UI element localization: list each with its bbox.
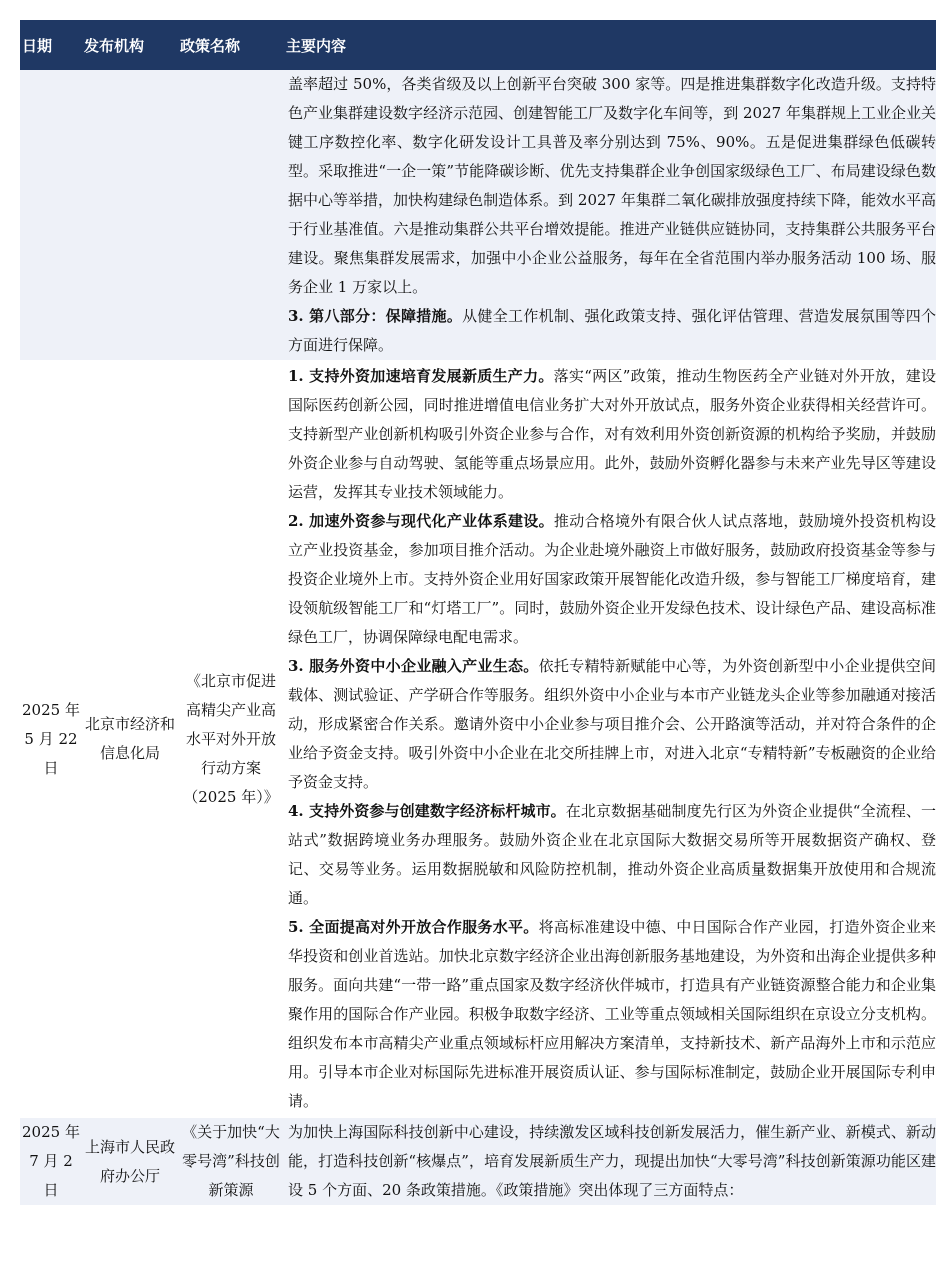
policy-table-page — [20, 20, 936, 1205]
item-body: 在北京数据基础制度先行区为外资企业提供“全流程、一站式”数据跨境业务办理服务。鼓励外资企业在北京国际大数据交易所等开展数据资产确权、登记、交易等业务。运用数据脱敏和风险防控机制，推动外资企业高质量数据集开放使用和合规流通。 — [288, 802, 937, 907]
list-item — [288, 362, 936, 507]
policy-table — [20, 20, 936, 1205]
row1-paragraph: 盖率超过 50%，各类省级及以上创新平台突破 300 家等。四是推进集群数字化改造升级。支持特色产业集群建设数字经济示范园、创建智能工厂及数字化车间等，到 2027 年集群规上工业企业关键工序数控化率、数字化研发设计工具普及率分别达到 75%、90%。五是促进集群绿色低碳转型。采取推进“一企一策”节能降碳诊断、优先支持集群企业争创国家级绿色工厂、布局建设绿色数据中心等举措，加快构建绿色制造体系。到 2027 年集群二氧化碳排放强度持续下降，能效水平高于行业基准值。六是推动集群公共平台增效提能。推进产业链供应链协同，支持集群公共服务平台建设。聚焦集群发展需求，加强中小企业公益服务，每年在全省范围内举办服务活动 100 场、服务企业 1 万家以上。 — [288, 75, 936, 296]
row1-policy — [178, 70, 284, 360]
row1-paragraph-2 — [288, 302, 936, 360]
header-content: 主要内容 — [284, 20, 936, 70]
header-date: 日期 — [20, 20, 82, 70]
table-row — [20, 362, 936, 1116]
header-policy: 政策名称 — [178, 20, 284, 70]
item-body: 推动合格境外有限合伙人试点落地，鼓励境外投资机构设立产业投资基金，参加项目推介活动。为企业赴境外融资上市做好服务，鼓励政府投资基金等参与投资企业境外上市。支持外资企业用好国家政策开展智能化改造升级，参与智能工厂梯度培育，建设领航级智能工厂和“灯塔工厂”。同时，鼓励外资企业开发绿色技术、设计绿色产品、建设高标准绿色工厂，协调保障绿电配电需求。 — [288, 512, 936, 646]
row2-policy: 《北京市促进高精尖产业高水平对外开放行动方案（2025 年）》 — [183, 671, 279, 806]
item-heading: 3. 服务外资中小企业融入产业生态。 — [288, 657, 539, 675]
item-body: 落实“两区”政策，推动生物医药全产业链对外开放，建设国际医药创新公园，同时推进增值电信业务扩大对外开放试点，服务外资企业获得相关经营许可。支持新型产业创新机构吸引外资企业参与合作，对有效利用外资创新资源的机构给予奖励，并鼓励外资企业参与自动驾驶、氢能等重点场景应用。此外，鼓励外资孵化器参与未来产业先导区等建设运营，发挥其专业技术领域能力。 — [288, 367, 936, 501]
row2-content — [284, 362, 936, 1116]
list-item — [288, 913, 936, 1116]
table-row — [20, 70, 936, 360]
row3-paragraph: 为加快上海国际科技创新中心建设，持续激发区域科技创新发展活力，催生新产业、新模式、新动能，打造科技创新“核爆点”，培育发展新质生产力，现提出加快“大零号湾”科技创新策源功能区建设 5 个方面、20 条政策措施。《政策措施》突出体现了三方面特点： — [288, 1123, 936, 1199]
row3-policy: 《关于加快“大零号湾”科技创新策源 — [178, 1118, 284, 1205]
list-item — [288, 652, 936, 797]
row2-org: 北京市经济和信息化局 — [84, 715, 175, 762]
table-row — [20, 1118, 936, 1205]
item-body: 依托专精特新赋能中心等，为外资创新型中小企业提供空间载体、测试验证、产学研合作等服务。组织外资中小企业与本市产业链龙头企业等参加融通对接活动，形成紧密合作关系。邀请外资中小企业参与项目推介会、公开路演等活动，并对符合条件的企业给予资金支持。吸引外资中小企业在北交所挂牌上市，对进入北京“专精特新”专板融资的企业给予资金支持。 — [288, 657, 936, 791]
item-body: 从健全工作机制、强化政策支持、强化评估管理、营造发展氛围等四个方面进行保障。 — [288, 307, 936, 354]
row3-org: 上海市人民政府办公厅 — [82, 1118, 178, 1205]
header-org: 发布机构 — [82, 20, 178, 70]
row1-org — [82, 70, 178, 360]
row1-content — [284, 70, 936, 360]
list-item — [288, 797, 936, 913]
row3-date: 2025 年 7 月 2 日 — [20, 1118, 82, 1205]
item-heading: 4. 支持外资参与创建数字经济标杆城市。 — [288, 802, 566, 820]
row3-content — [284, 1118, 936, 1205]
item-heading: 2. 加速外资参与现代化产业体系建设。 — [288, 512, 554, 530]
item-heading: 5. 全面提高对外开放合作服务水平。 — [288, 918, 539, 936]
row2-date: 2025 年 5 月 22 日 — [22, 700, 80, 777]
row1-date — [20, 70, 82, 360]
item-heading: 1. 支持外资加速培育发展新质生产力。 — [288, 367, 554, 385]
table-header-row — [20, 20, 936, 70]
item-body: 将高标准建设中德、中日国际合作产业园，打造外资企业来华投资和创业首选站。加快北京数字经济企业出海创新服务基地建设，为外资和出海企业提供多种服务。面向共建“一带一路”重点国家及数字经济伙伴城市，打造具有产业链资源整合能力和企业集聚作用的国际合作产业园。积极争取数字经济、工业等重点领域相关国际组织在京设立分支机构。组织发布本市高精尖产业重点领域标杆应用解决方案清单，支持新技术、新产品海外上市和示范应用。引导本市企业对标国际先进标准开展资质认证、参与国际标准制定，鼓励企业开展国际专利申请。 — [288, 918, 936, 1110]
item-heading: 3. 第八部分：保障措施。 — [288, 307, 463, 325]
list-item — [288, 507, 936, 652]
